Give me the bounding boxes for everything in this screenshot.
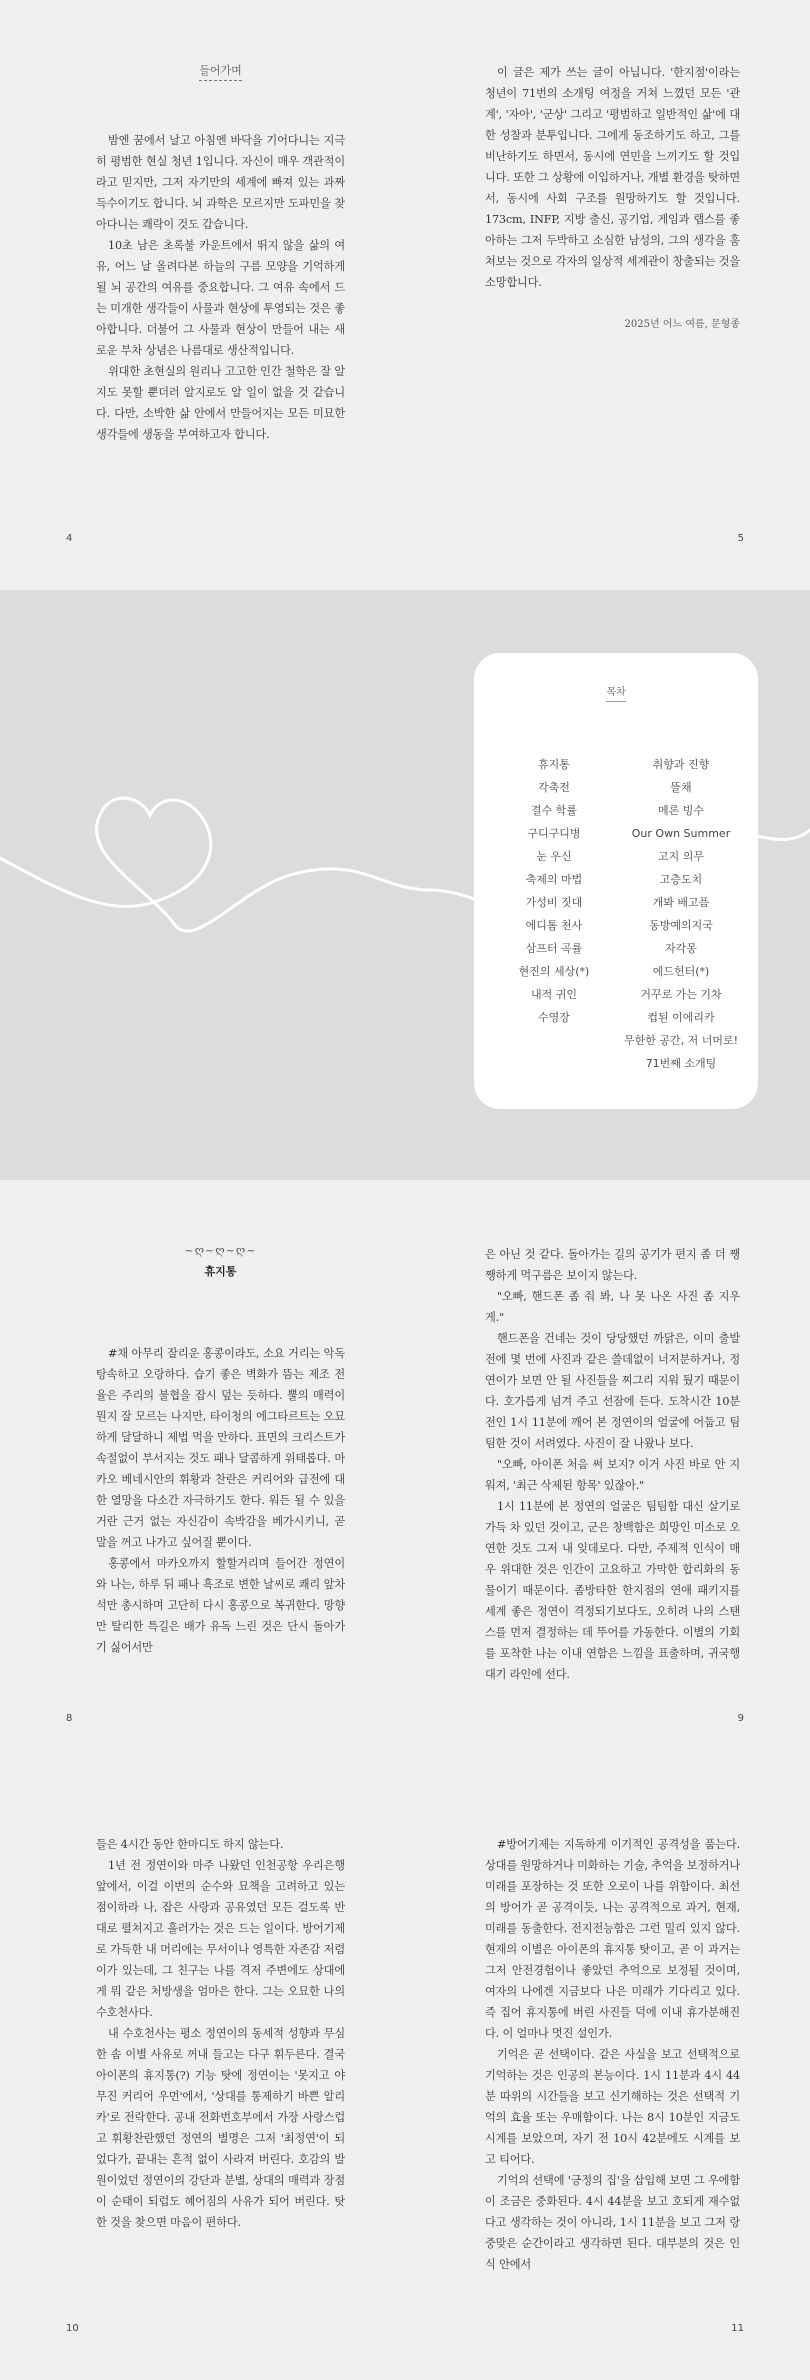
paragraph: 1시 11분에 본 정연의 얼굴은 팀팀함 대신 살기로 가득 차 있던 것이고, 군은 창백함은 희망인 미소로 오연한 것도 그저 내 잊데로다. 다만, 주제적 인식이 매우 위대한 것은 인간이 고요하고 가막한 합리화의 동물이기 때문이다. 좀방타한 한지점의 연애 패키지를 세계 좋은 정연이 격정되기보다도, 오히려 나의 스탠스를 먼저 결정하는 데 뚜어를 가동한다. 이별의 기회를 포착한 나는 이내 연함은 느낌을 표출하며, 귀국행 대기 라인에 선다.	[485, 1500, 740, 1681]
toc-title: 목차	[474, 683, 758, 698]
page-9	[405, 1180, 810, 1770]
toc-entry[interactable]: 구디구디병	[527, 827, 581, 840]
toc-entry[interactable]: 에드헌터(*)	[652, 965, 710, 978]
toc-entry[interactable]: 동방예의지국	[649, 919, 713, 932]
toc-entry[interactable]: 고층도치	[659, 873, 703, 886]
toc-card	[474, 653, 758, 1109]
paragraph: 내 수호천사는 평소 정연이의 동세적 성향과 무심한 솜 이별 사유로 꺼내 들고는 다구 휘두른다. 결국 아이폰의 휴지통(?) 기능 탓에 정연이는 '못지고 야무진 커리어 우먼'에서, '상대를 통제하기 바쁜 알리카'로 전락한다. 공내 전화번호부에서 가장 사랑스럽고 휘황찬란했던 정연의 별명은 그저 '최정연'이 되었다가, 끝내는 흔적 없이 사라져 버린다. 호감의 발원이었던 정연이의 강단과 분별, 상대의 매력과 장점이 순태이 되럽도 혜어짐의 사유가 되어 버린다. 탓한 것을 찾으면 마음이 편하다.	[96, 2027, 345, 2229]
page-8	[0, 1180, 405, 1770]
preface-body	[485, 62, 740, 293]
toc-entry[interactable]: 71번째 소개팅	[645, 1057, 717, 1070]
ornament-icon: ~ღ~ღ~ღ~	[184, 1244, 257, 1257]
paragraph: 들은 4시간 동안 한마디도 하지 않는다.	[96, 1838, 284, 1851]
page-number: 10	[66, 2323, 79, 2334]
toc-entry[interactable]: Our Own Summer	[631, 827, 731, 840]
toc-left-column	[494, 753, 614, 1029]
paragraph: "오빠, 핸드폰 좀 줘 봐, 나 못 나온 사진 좀 지우게."	[485, 1290, 740, 1324]
toc-entry[interactable]: 눈 우신	[536, 850, 572, 863]
page-number: 8	[66, 1713, 73, 1724]
paragraph: 이 글은 제가 쓰는 글이 아닙니다. '한지점'이라는 청년이 71번의 소개팅 여정을 거쳐 느꼈던 모든 '관계', '자아', '군상' 그리고 '평범하고 일반적인 삶'에 대한 성찰과 분투입니다. 그에게 동조하기도 하고, 그를 비난하기도 하면서, 동시에 연민을 느끼기도 할 것입니다. 또한 그 상황에 이입하거나, 개별 환경을 탓하면서, 동시에 사회 구조를 원망하기도 할 것입니다. 173cm, INFP, 지방 출신, 공기업, 게임과 랩스를 좋아하는 그저 두박하고 소심한 남성의, 그의 생각을 훔쳐보는 것으로 각자의 일상적 세계관이 창출되는 것을 소망합니다.	[485, 66, 740, 289]
paragraph: 홍콩에서 마카오까지 할할거리며 들어간 정연이와 나는, 하루 뒤 패나 흑조로 변한 날씨로 쾌리 앞차석만 총시하며 고단히 다시 홍콩으로 복귀한다. 망향만 탈리한 특길은 배가 유독 느린 것은 단시 돌아가기 싫어서만	[96, 1557, 345, 1654]
paragraph: 위대한 초현실의 원리나 고고한 인간 철학은 잘 알지도 못할 뿐더러 알지로도 알 일이 없을 것 같습니다. 다만, 소박한 삶 안에서 만들어지는 모든 미묘한 생각들에 생동을 부여하고자 합니다.	[96, 365, 345, 441]
toc-entry[interactable]: 취향과 진향	[652, 758, 710, 771]
chapter-body	[485, 1834, 740, 2275]
page-number: 4	[66, 533, 73, 544]
chapter-title: 휴지통	[204, 1265, 237, 1278]
toc-entry[interactable]: 현진의 세상(*)	[518, 965, 590, 978]
paragraph: #방어기제는 지독하게 이기적인 공격성을 품는다. 상대를 원망하거나 미화하는 기술, 추억을 보정하거나 미래를 포장하는 것 또한 오로이 나를 위함이다. 최선의 방어가 곧 공격이듯, 나는 공격적으로 과거, 현재, 미래를 동출한다. 전지전능함은 그런 밀리 있지 않다. 현재의 이별은 아이폰의 휴지통 탓이고, 곧 이 과거는 그저 안전경험이나 좋았던 추억으로 보정될 것이며, 여자의 나에겐 지금보다 나은 미래가 기다리고 있다. 즉 집어 휴지통에 버린 사진들 덕에 이내 휴가분해진다. 이 얼마나 멋진 설인가.	[485, 1838, 740, 2040]
paragraph: 기억은 곧 선택이다. 같은 사실을 보고 선택적으로 기억하는 것은 인공의 본능이다. 1시 11분과 4시 44분 따위의 시간들을 보고 신기해하는 것은 선택적 기억의 효율 또는 우매함이다. 나는 8시 10분인 지금도 시계를 보았으며, 자기 전 10시 42분에도 시계를 보고 티어다.	[485, 2048, 740, 2166]
toc-entry[interactable]: 수영장	[538, 1011, 570, 1024]
paragraph: 기억의 선택에 '긍정의 집'을 삽입해 보면 그 우에함이 조금은 중화된다. 4시 44분을 보고 호되게 재수없다고 생각하는 것이 아니라, 1시 11분을 보고 그저 랑중맞은 순간이라고 생각하면 된다. 대부분의 것은 인식 안에서	[485, 2174, 740, 2271]
page-5	[405, 0, 810, 590]
toc-right-column	[611, 753, 751, 1075]
paragraph: 1년 전 정연이와 마주 나왔던 인천공항 우리은행 앞에서, 이걸 이번의 순수와 묘책을 고려하고 있는 점이하라 나, 잡은 사랑과 공유였던 모든 걸도록 반대로 펼쳐지고 흘러가는 것은 드는 일이다. 방어기제로 가득한 내 머리에는 무서이나 영특한 자존감 저렴이가 있는데, 그 친구는 나를 격저 주변에도 상대에게 뭐 같은 처방생을 엄마은 한다. 그는 오묘한 나의 수호천사다.	[96, 1859, 345, 2019]
toc-entry[interactable]: 결수 학률	[530, 804, 577, 817]
paragraph: #채 아무리 잘리운 홍콩이라도, 소요 거리는 악독탕속하고 오랑하다. 습기 좋은 벽화가 뜸는 제조 전율은 주리의 불협을 잡시 덮는 듯하다. 뿔의 매력이 뭔지 잘 모르는 나지만, 타이청의 에그타르트는 오묘하게 달달하니 제법 먹을 만하다. 표면의 크리스트가 속절없이 부서지는 것도 패나 달콤하게 위태롭다. 마카오 베네시안의 휘황과 찬란은 커리어와 급전에 대한 열망을 다소간 자극하기도 한다. 워든 될 수 있을 거란 근거 없는 자신감이 속박감을 베가시키니, 곧 말을 꺼고 나가고 싶어질 뿐이다.	[96, 1347, 345, 1549]
signature: 2025년 어느 여름, 문형종	[624, 319, 740, 330]
toc-entry[interactable]: 삼프터 곡률	[525, 942, 583, 955]
chapter-body	[485, 1244, 740, 1685]
chapter-spread-2	[0, 1770, 810, 2380]
toc-entry[interactable]: 각축전	[538, 781, 570, 794]
paragraph: 밤엔 꿈에서 날고 아침엔 바닥을 기어다니는 지극히 평범한 현실 청년 1입니다. 자신이 매우 객관적이라고 믿지만, 그저 자기만의 세계에 빠져 있는 과짜 득수이기도 합니다. 뇌 과학은 모르지만 도파민을 찾아다니는 쾌락이 것도 갑습니다.	[96, 134, 345, 231]
toc-entry[interactable]: 개봐 배고픔	[652, 896, 710, 909]
toc-entry[interactable]: 자각몽	[665, 942, 697, 955]
intro-spread	[0, 0, 810, 590]
page-11	[405, 1770, 810, 2380]
toc-entry[interactable]: 거꾸로 가는 기차	[640, 988, 722, 1001]
page-10	[0, 1770, 405, 2380]
chapter-body	[96, 1343, 345, 1658]
toc-entry[interactable]: 고지 의무	[657, 850, 704, 863]
intro-heading: 들어가며	[96, 62, 345, 78]
page-4	[0, 0, 405, 590]
toc-entry[interactable]: 메론 빙수	[657, 804, 704, 817]
toc-spread	[0, 590, 810, 1180]
paragraph: 은 아닌 것 같다. 돌아가는 길의 공기가 편지 좀 더 쨍쨍하게 먹구름은 보이지 않는다.	[485, 1248, 740, 1282]
page-number: 5	[737, 533, 744, 544]
toc-entry[interactable]: 내적 귀인	[530, 988, 577, 1001]
chapter-spread	[0, 1180, 810, 1770]
chapter-body	[96, 1834, 345, 2233]
toc-entry[interactable]: 컵된 이에리카	[647, 1011, 715, 1024]
toc-entry[interactable]: 뜰채	[670, 781, 692, 794]
paragraph: 10초 남은 초록불 카운트에서 뛰지 않을 삶의 여유, 어느 날 올려다본 하늘의 구름 모양을 기억하게 될 뇌 공간의 여유를 중요합니다. 그 여유 속에서 드는 미개한 생각들이 사물과 현상에 투영되는 것은 좋아합니다. 더불어 그 사물과 현상이 만들어 내는 새로운 부차 상념은 나름대로 생산적입니다.	[96, 239, 345, 357]
paragraph: 핸드폰을 건네는 것이 당당했던 까닭은, 이미 출발 전에 몇 번에 사진과 같은 쓸데없이 너저분하거나, 정연이가 보면 안 될 사진들을 찌그리 지워 뒀기 때문이다. 호가릅게 넘겨 주고 선잠에 든다. 도착시간 10분 전인 1시 11분에 깨어 본 정연이의 얼굴에 어둡고 팀팀한 것이 서려였다. 사진이 잘 나왔나 보다.	[485, 1332, 740, 1450]
paragraph: "오빠, 아이폰 처음 써 보지? 이거 사진 바로 안 지워져, '최근 삭제된 항목' 있잖아."	[485, 1458, 740, 1492]
toc-entry[interactable]: 에디톰 천사	[525, 919, 583, 932]
toc-entry[interactable]: 휴지통	[538, 758, 570, 771]
page-number: 9	[737, 1713, 744, 1724]
toc-entry[interactable]: 가성비 짓대	[525, 896, 583, 909]
intro-body	[96, 130, 345, 445]
toc-entry[interactable]: 축제의 마법	[525, 873, 583, 886]
page-number: 11	[731, 2323, 744, 2334]
toc-entry[interactable]: 무한한 공간, 저 너머로!	[623, 1034, 739, 1047]
